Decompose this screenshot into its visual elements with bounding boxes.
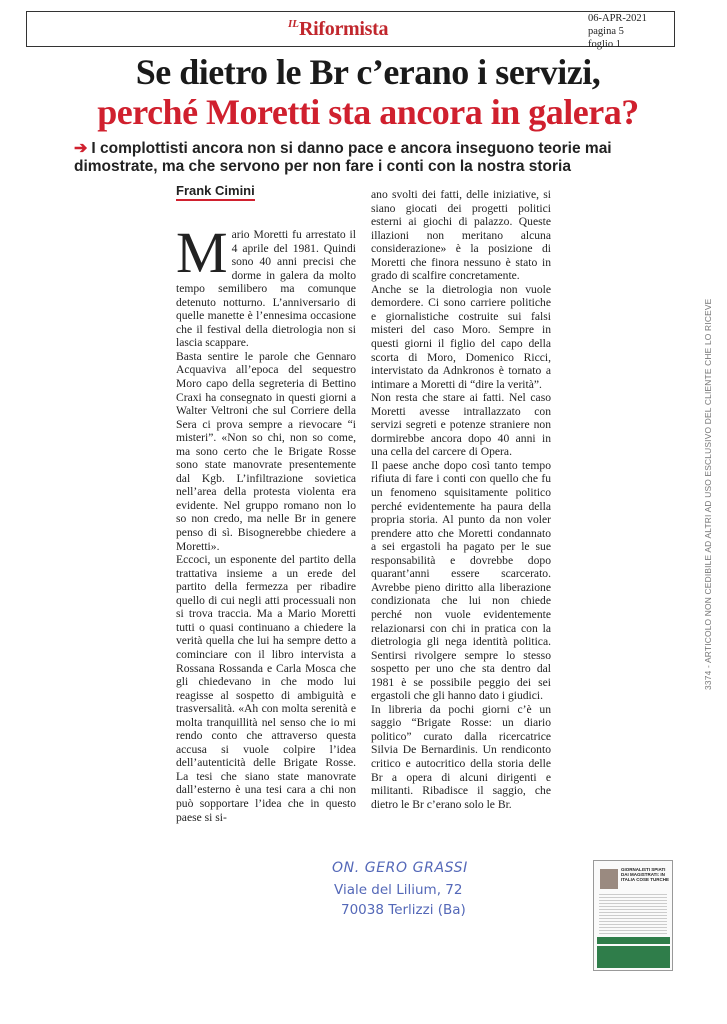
thumbnail-text-lines	[599, 894, 667, 934]
copyright-side-note: 3374 - ARTICOLO NON CEDIBILE AD ALTRI AD USO ESCLUSIVO DEL CLIENTE CHE LO RICEVE	[703, 298, 713, 690]
headline-line-2: perché Moretti sta ancora in galera?	[97, 92, 639, 132]
thumbnail-title: GIORNALISTI SPIATI DAI MAGISTRATI: IN ITALIA COSE TURCHE	[621, 867, 669, 882]
paragraph-text: ario Moretti fu arrestato il 4 aprile del 1981. Quindi sono 40 anni precisi che dorme in galera da molto tempo semilibero ma comunque detenuto notturno. L’anniversario di quelle manette è l’ennesima occasione che il festival della dietrologia non si lascia scappare.	[176, 228, 356, 350]
page-label: pagina 5	[588, 26, 624, 37]
drop-cap: M	[176, 220, 228, 285]
subtitle-text: I complottisti ancora non si danno pace e ancora inseguono teorie mai dimostrate, ma che servono per non fare i conti con la nostra storia	[74, 140, 612, 175]
page-thumbnail	[593, 860, 673, 971]
sheet-label: foglio 1	[588, 39, 621, 50]
thumbnail-green-block	[597, 946, 670, 968]
date-label: 06-APR-2021	[588, 13, 647, 24]
paragraph: Il paese anche dopo così tanto tempo rifiuta di fare i conti con quello che fu un fenomeno squisitamente politico perché evidentemente ha paura della propria storia. Al punto da non voler prendere atto che Moretti condannato a sei ergastoli ha pagato per le sue responsabilità e dovrebbe dopo quarant’anni essere scarcerato. Avrebbe pieno diritto alla liberazione condizionata che lui non chiede perché non vuole evidentemente relazionarsi con chi in pratica con la dietrologia gli nega identità politica. Sentirsi rivolgere sempre lo stesso sospetto per uno che sta dentro dal 1981 è se possibile peggio dei sei ergastoli che gli hanno dato i giudici.	[371, 458, 551, 703]
author-byline: Frank Cimini	[176, 183, 255, 201]
subtitle	[74, 140, 674, 176]
paragraph: Eccoci, un esponente del partito della trattativa insieme a un erede del partito della fermezza per ribadire quello di cui negli atti processuali non si trova traccia. Ma a Mario Moretti tutti o quasi continuano a chiedere la verità quella che lui ha sempre detto a cominciare con il libro intervista a Rossana Rossanda e Carla Mosca che gli chiedevano in che modo lui reagisse al sospetto di ambiguità e trasversalità. «Ah con molta serenità e molta tranquillità nel senso che io mi rendo conto che attraverso questa accusa si vuole colpire l’idea dell’autenticità delle Brigate Rosse. La tesi che siano state manovrate dall’esterno è una tesi cara a chi non può sopportare l’idea che in questo paese si si-	[176, 553, 356, 824]
logo-prefix: IL	[288, 18, 299, 30]
thumbnail-green-bar	[597, 937, 670, 944]
paragraph: Anche se la dietrologia non vuole demordere. Ci sono carriere politiche e giornalistiche costruite sui falsi misteri del caso Moro. Sempre in questi giorni il figlio del capo della scorta di Moro, Domenico Ricci, intervistato da Adnkronos è tornato a intimare a Moretti di “dire la verità”.	[371, 282, 551, 391]
article-column-1	[176, 220, 356, 824]
paragraph: In libreria da pochi giorni c’è un saggio “Brigate Rosse: un diario politico” curato dalla ricercatrice Silvia De Bernardinis. Un rendiconto critico e autocritico della storia delle Br a opera di alcuni dirigenti e militanti. Ribadisce il saggio, che dietro le Br c’erano solo le Br.	[371, 702, 551, 811]
stamp-name: ON. GERO GRASSI	[332, 860, 468, 876]
headline-line-1: Se dietro le Br c’erano i servizi,	[135, 52, 601, 92]
newspaper-logo	[288, 18, 388, 41]
stamp-street: Viale del Lilium, 72	[334, 882, 463, 898]
logo-name: Riformista	[299, 18, 389, 40]
paragraph	[176, 220, 356, 350]
arrow-icon: ➔	[74, 140, 88, 157]
headline	[48, 52, 688, 132]
thumbnail-photo	[600, 869, 618, 889]
paragraph: Non resta che stare ai fatti. Nel caso Moretti avesse intrallazzato con servizi segreti e potenze straniere non dormirebbe ancora dopo 40 anni in una cella del carcere di Opera.	[371, 391, 551, 459]
paragraph: ano svolti dei fatti, delle iniziative, si siano giocati dei progetti politici esterni ai giochi di palazzo. Queste illazioni non meritano alcuna considerazione» è la posizione di Moretti che finora nessuno è stato in grado di scalfire concretamente.	[371, 188, 551, 283]
stamp-city: 70038 Terlizzi (Ba)	[341, 902, 466, 918]
article-column-2	[371, 188, 551, 811]
paragraph: Basta sentire le parole che Gennaro Acquaviva all’epoca del sequestro Moro capo della segreteria di Bettino Craxi ha consegnato in questi giorni a Walter Veltroni che sul Corriere della Sera ci prova sempre a rievocare “i misteri”. «Non so chi, non so come, ma sono certo che le Brigate Rosse sono state manovrate presentemente dal Kgb. L’infiltrazione sovietica nell’area della protesta violenta era evidente. Nel gruppo romano non lo so non credo, ma nelle Br in genere penso di sì. Bisognerebbe chiedere a Moretti».	[176, 349, 356, 553]
